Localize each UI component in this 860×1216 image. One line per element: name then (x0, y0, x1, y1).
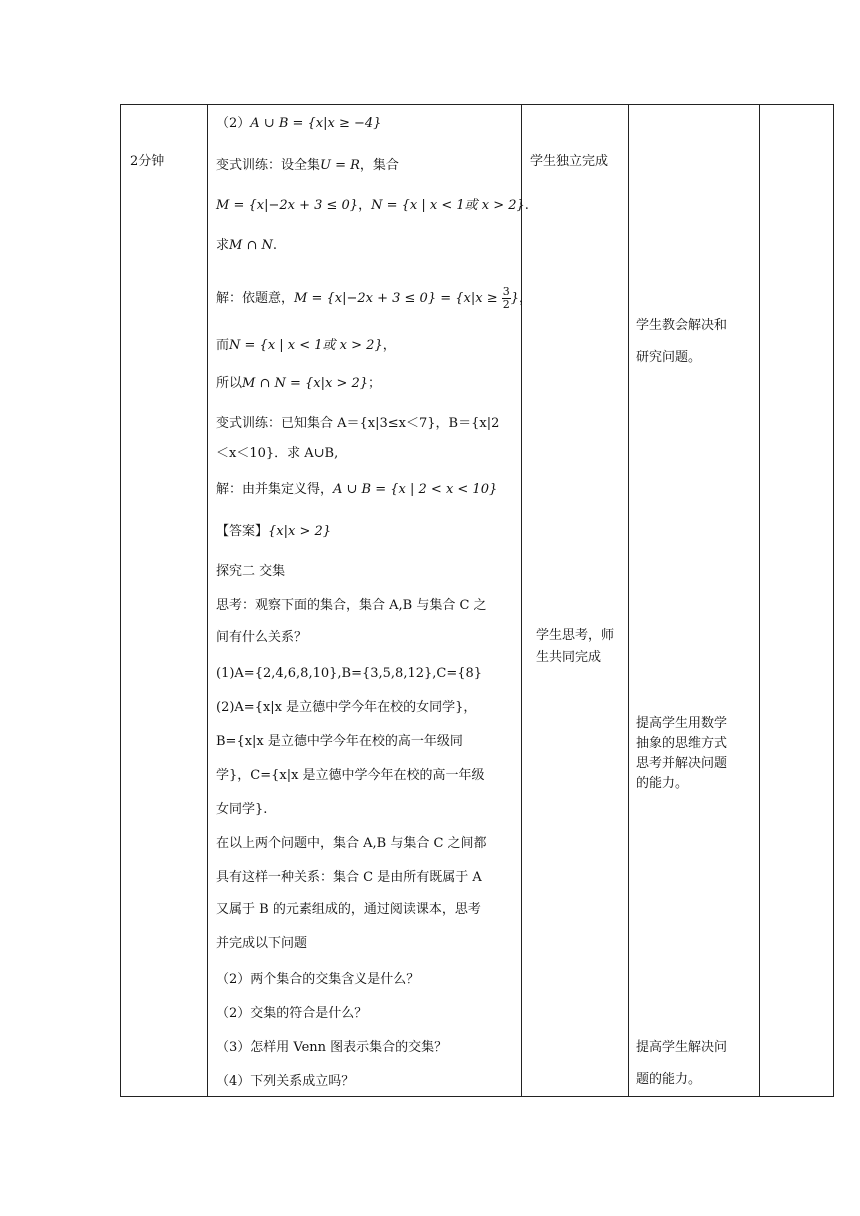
question-item: （4）下列关系成立吗？ (216, 1074, 355, 1089)
content-line: 解：依题意，M = {x|−2x + 3 ≤ 0} = {x|x ≥ $\frac{3}{2}$ }， (216, 285, 533, 311)
activity-text: 学生独立完成 (530, 154, 609, 169)
intent-text: 学生教会解决和 (636, 318, 728, 333)
content-line: 解：由并集定义得，A ∪ B = {x | 2 < x < 10} (216, 482, 498, 497)
math-formula: N = {x | x < 1或 x > 2} (229, 338, 383, 353)
content-line: 具有这样一种关系：集合 C 是由所有既属于 A (216, 870, 482, 885)
question-item: （2）两个集合的交集含义是什么？ (216, 972, 420, 987)
content-line: 变式训练：设全集U = R，集合 (216, 158, 399, 173)
content-line: 思考：观察下面的集合，集合 A,B 与集合 C 之 (216, 598, 487, 613)
math-formula: U = R (320, 158, 360, 173)
math-formula: N = {x | x < 1或 x > 2} (371, 198, 525, 213)
column-divider (207, 105, 208, 1096)
time-label: 2分钟 (130, 154, 165, 169)
content-line: ＜x＜10}．求 A∪B, (216, 446, 339, 461)
intent-text: 思考并解决问题 (636, 756, 728, 771)
activity-text: 生共同完成 (536, 650, 602, 665)
content-line: 【答案】{x|x > 2} (216, 524, 332, 539)
content-line: 求M ∩ N. (216, 238, 277, 253)
content-line: 并完成以下问题 (216, 936, 308, 951)
math-formula: M = {x|−2x + 3 ≤ 0} (216, 198, 359, 213)
content-line: 所以M ∩ N = {x|x > 2}； (216, 376, 382, 391)
column-divider (759, 105, 760, 1096)
intent-text: 提高学生解决问 (636, 1040, 728, 1055)
question-item: （2）交集的符合是什么？ (216, 1006, 368, 1021)
content-line: （2）A ∪ B = {x|x ≥ −4} (216, 116, 382, 131)
content-line: 间有什么关系？ (216, 630, 308, 645)
content-line: 又属于 B 的元素组成的，通过阅读课本，思考 (216, 902, 481, 917)
math-formula: M ∩ N = {x|x > 2} (242, 376, 369, 391)
content-line: M = {x|−2x + 3 ≤ 0}，N = {x | x < 1或 x > 2}. (216, 198, 529, 213)
content-line: 女同学}. (216, 802, 268, 817)
section-heading: 探究二 交集 (216, 564, 286, 579)
intent-text: 抽象的思维方式 (636, 736, 728, 751)
column-divider (521, 105, 522, 1096)
intent-text: 题的能力。 (636, 1072, 702, 1087)
intent-text: 的能力。 (636, 776, 689, 791)
content-line: (2)A={x|x 是立德中学今年在校的女同学}， (216, 700, 477, 715)
fraction: $\frac{3}{2}$ (502, 285, 510, 311)
intent-text: 研究问题。 (636, 350, 702, 365)
content-line: 在以上两个问题中，集合 A,B 与集合 C 之间都 (216, 836, 487, 851)
content-line: 而N = {x | x < 1或 x > 2}， (216, 338, 396, 353)
math-formula: A ∪ B = {x | 2 < x < 10} (333, 482, 498, 497)
math-formula: A ∪ B = {x|x ≥ −4} (250, 116, 382, 131)
activity-text: 学生思考，师 (536, 628, 615, 643)
column-divider (628, 105, 629, 1096)
content-line: 变式训练：已知集合 A＝{x|3≤x＜7}，B＝{x|2 (216, 416, 500, 431)
intent-text: 提高学生用数学 (636, 716, 728, 731)
math-formula: {x|x > 2} (268, 524, 332, 539)
math-formula: M ∩ N (229, 238, 273, 253)
math-formula: M = {x|−2x + 3 ≤ 0} = {x|x ≥ (294, 291, 502, 306)
content-line: (1)A={2,4,6,8,10},B={3,5,8,12},C={8} (216, 666, 483, 681)
content-line: B={x|x 是立德中学今年在校的高一年级同 (216, 734, 463, 749)
question-item: （3）怎样用 Venn 图表示集合的交集？ (216, 1040, 448, 1055)
content-line: 学}，C={x|x 是立德中学今年在校的高一年级 (216, 768, 485, 783)
